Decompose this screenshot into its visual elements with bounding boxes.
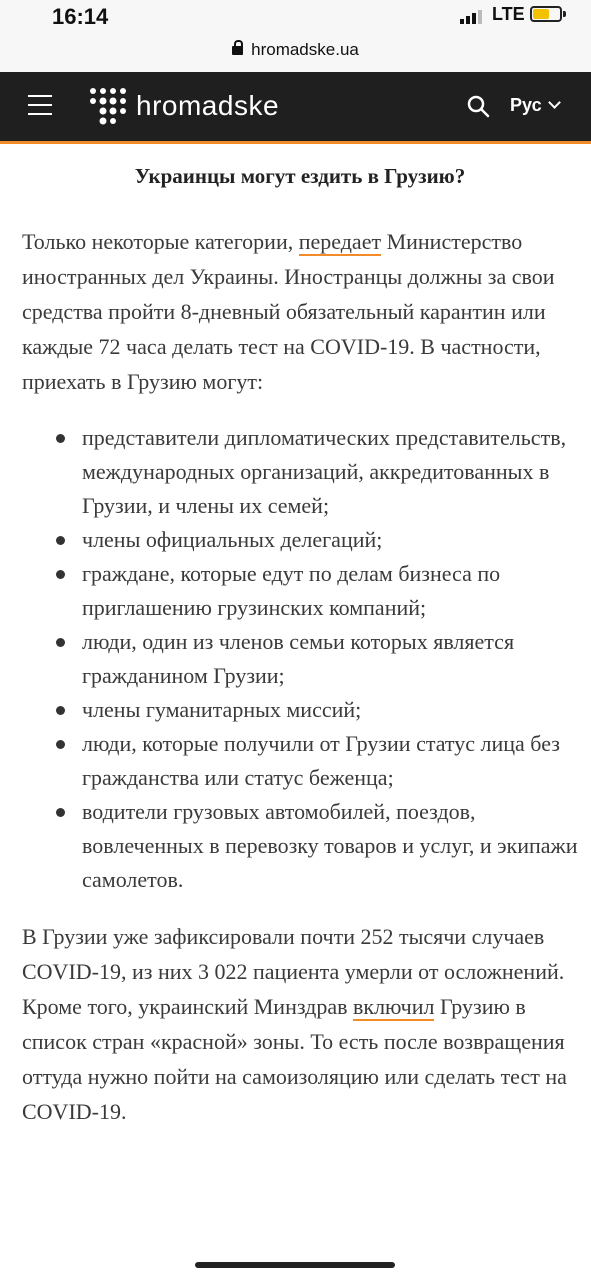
- lock-icon: [232, 46, 243, 55]
- outro-text-start: В Грузии уже зафиксировали почти 252 тысячи случаев COVID-19, из них 3 022 пациента умерли от осложнений. Кроме того, украинский Минздрав: [22, 924, 565, 1019]
- section-heading: Украинцы могут ездить в Грузию?: [134, 164, 466, 188]
- network-type: LTE: [492, 4, 525, 24]
- battery-icon: [530, 6, 562, 22]
- site-logo-text[interactable]: hromadske: [136, 90, 280, 121]
- outro-text-end: Грузию в список стран «красной» зоны. То есть после возвращения оттуда нужно пойти на самоизоляцию или сделать тест на COVID-19.: [22, 994, 567, 1124]
- bullet-icon: [56, 740, 65, 749]
- hromadske-logo-icon[interactable]: [88, 86, 132, 130]
- list-item: представители дипломатических представительств, международных организаций, аккредитованных в Грузии, и члены их семей;: [22, 421, 578, 523]
- battery-cap: [563, 11, 566, 17]
- site-header: [0, 72, 591, 144]
- bullet-icon: [56, 434, 65, 443]
- intro-text-end: Министерство иностранных дел Украины. Иностранцы должны за свои средства пройти 8-дневный обязательный карантин или каждые 72 часа делать тест на COVID-19. В частности, приехать в Грузию могут:: [22, 229, 555, 394]
- list-item: люди, которые получили от Грузии статус лица без гражданства или статус беженца;: [22, 727, 578, 795]
- bullet-icon: [56, 808, 65, 817]
- bullet-icon: [56, 638, 65, 647]
- clock: 16:14: [52, 4, 109, 29]
- search-icon[interactable]: [466, 94, 490, 118]
- url-text: hromadske.ua: [251, 40, 359, 59]
- outro-paragraph: [22, 919, 578, 1129]
- address-bar[interactable]: [0, 40, 591, 60]
- list-item: граждане, которые едут по делам бизнеса по приглашению грузинских компаний;: [22, 557, 578, 625]
- language-label: Рус: [510, 95, 542, 115]
- source-link-moh[interactable]: включил: [353, 994, 435, 1019]
- status-bar: [0, 0, 591, 72]
- chevron-down-icon: [548, 96, 561, 109]
- bullet-icon: [56, 706, 65, 715]
- bullet-icon: [56, 570, 65, 579]
- bullet-icon: [56, 536, 65, 545]
- eligible-categories-list: [22, 421, 578, 897]
- signal-icon: [460, 10, 486, 24]
- intro-text-start: Только некоторые категории,: [22, 229, 299, 254]
- list-item: водители грузовых автомобилей, поездов, вовлеченных в перевозку товаров и услуг, и экипажи самолетов.: [22, 795, 578, 897]
- article-body: [22, 160, 578, 1129]
- menu-icon[interactable]: [28, 95, 52, 117]
- list-item: члены официальных делегаций;: [22, 523, 578, 557]
- list-item: члены гуманитарных миссий;: [22, 693, 578, 727]
- source-link-mfa[interactable]: передает: [298, 229, 382, 254]
- list-item: люди, один из членов семьи которых является гражданином Грузии;: [22, 625, 578, 693]
- language-selector[interactable]: [510, 95, 559, 116]
- intro-paragraph: [22, 224, 578, 399]
- home-indicator[interactable]: [195, 1262, 395, 1268]
